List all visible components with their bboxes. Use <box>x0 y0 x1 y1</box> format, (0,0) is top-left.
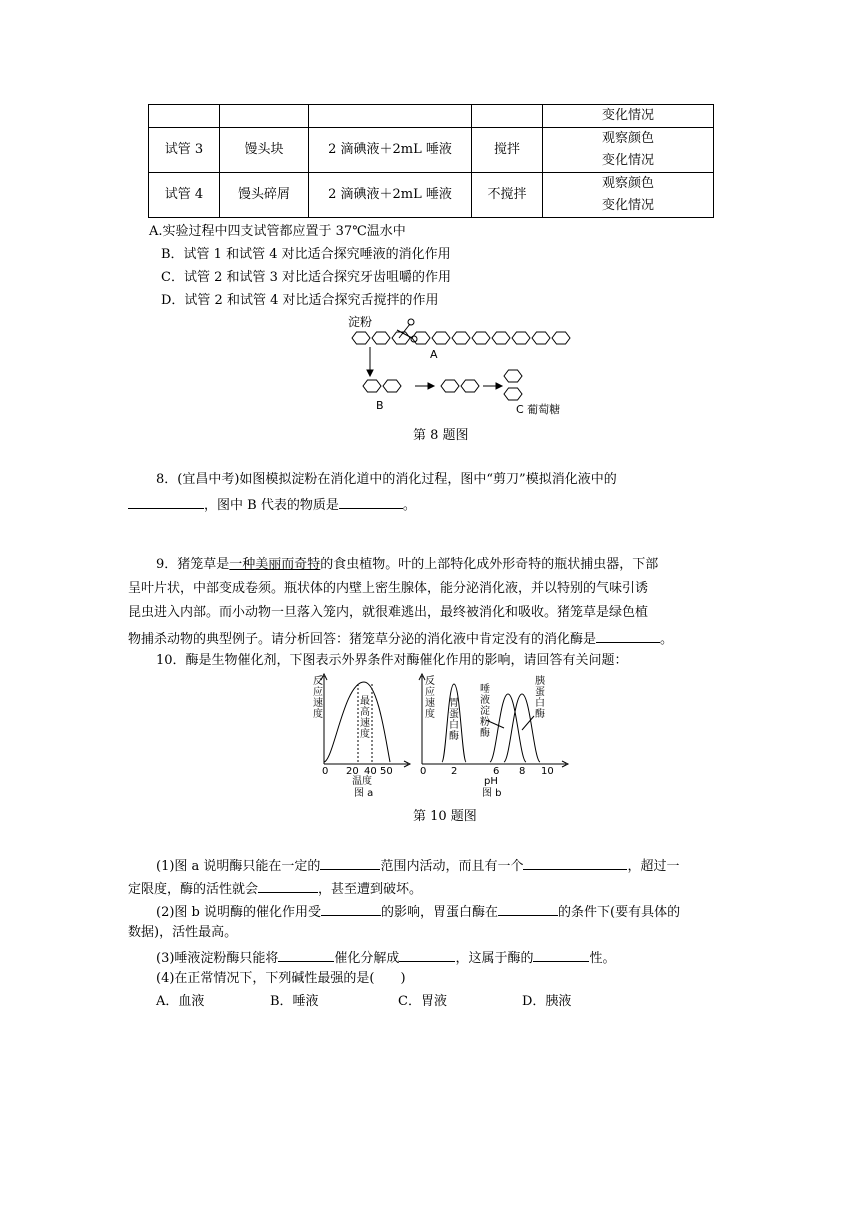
table-cell <box>149 105 220 128</box>
pepsin-label-char: 胃 <box>449 698 459 709</box>
table-row <box>149 173 714 218</box>
y-label-char: 速 <box>425 698 435 709</box>
x-tick: 2 <box>451 766 458 777</box>
sub-caption-a: 图 a <box>354 788 374 799</box>
table-row <box>149 128 714 173</box>
cell-line: 变化情况 <box>601 153 654 168</box>
q8-text: ，图中 B 代表的物质是 <box>204 498 339 513</box>
amylase-label-char: 粉 <box>480 717 490 728</box>
table-cell: 不搅拌 <box>472 173 543 218</box>
answer-blank <box>321 902 381 916</box>
table-cell: 馒头碎屑 <box>220 173 309 218</box>
y-label-char: 反 <box>313 676 323 687</box>
cell-line: 观察颜色 <box>601 131 654 146</box>
trypsin-label-char: 白 <box>535 698 545 709</box>
x-tick: 20 <box>346 766 359 777</box>
peak-label-char: 高 <box>360 707 370 718</box>
glucose-unit <box>383 380 401 392</box>
q10-text: (1)图 a 说明酶只能在一定的 <box>156 859 321 874</box>
table-cell <box>543 128 714 173</box>
pepsin-label-char: 蛋 <box>449 709 459 720</box>
glucose-unit <box>492 332 510 344</box>
pepsin-label-char: 白 <box>449 720 459 731</box>
q10-text: 定限度，酶的活性就会 <box>128 882 259 897</box>
x-tick: 50 <box>380 766 393 777</box>
q9-text: 。 <box>660 632 674 647</box>
q10-text: 的影响，胃蛋白酶在 <box>381 905 499 920</box>
glucose-unit <box>552 332 570 344</box>
table-cell <box>472 105 543 128</box>
option-d: D．试管 2 和试管 4 对比适合探究舌搅拌的作用 <box>161 293 439 308</box>
q10-text: 催化分解成 <box>334 951 400 966</box>
table-cell: 搅拌 <box>472 128 543 173</box>
q9-line2: 呈叶片状，中部变成卷须。瓶状体的内壁上密生腺体，能分泌消化液，并以特别的气味引诱 <box>128 581 649 596</box>
answer-blank <box>339 495 403 509</box>
answer-blank <box>533 948 589 962</box>
y-label-char: 度 <box>425 709 435 720</box>
q10-p1-line1 <box>156 856 679 875</box>
x-tick: 6 <box>493 766 500 777</box>
table-cell: 2 滴碘液＋2mL 唾液 <box>309 173 472 218</box>
q10-p2-line2: 数据)，活性最高。 <box>128 925 238 940</box>
answer-blank <box>498 902 558 916</box>
amylase-label-char: 液 <box>480 695 490 706</box>
answer-blank <box>258 879 318 893</box>
q10-p3 <box>156 948 615 967</box>
q9-line3: 昆虫进入内部。而小动物一旦落入笼内，就很难逃出，最终被消化和吸收。猪笼草是绿色植 <box>128 605 649 620</box>
q10-intro: 10．酶是生物催化剂，下图表示外界条件对酶催化作用的影响，请回答有关问题： <box>156 653 628 668</box>
option-a: A.实验过程中四支试管都应置于 37℃温水中 <box>149 224 406 239</box>
q9-line4 <box>128 629 673 648</box>
q10-text: (3)唾液淀粉酶只能将 <box>156 951 279 966</box>
y-label-char: 速 <box>313 698 323 709</box>
table-cell <box>309 105 472 128</box>
amylase-label-char: 唾 <box>480 684 490 695</box>
q9-text: 9．猪笼草是 <box>156 557 230 572</box>
y-label-char: 应 <box>425 687 435 698</box>
q10-p2-line1 <box>156 902 680 921</box>
glucose-unit <box>441 380 459 392</box>
q10-text: 的条件下(要有具体的 <box>558 905 681 920</box>
amylase-label-char: 酶 <box>480 728 490 739</box>
glucose-unit <box>352 332 370 344</box>
q10-opt-c: C．胃液 <box>398 994 447 1009</box>
label-b: B <box>376 399 384 412</box>
glucose-unit <box>512 332 530 344</box>
pepsin-label-char: 酶 <box>449 731 459 742</box>
q9-text: 物捕杀动物的典型例子。请分析回答：猪笼草分泌的消化液中肯定没有的消化酶是 <box>128 632 597 647</box>
trypsin-label-char: 酶 <box>535 709 545 720</box>
figure-10a-temperature-chart <box>310 672 410 799</box>
answer-blank <box>596 629 660 643</box>
q10-opt-d: D．胰液 <box>522 994 572 1009</box>
q10-opt-a: A．血液 <box>156 994 205 1009</box>
x-label: pH <box>484 776 498 787</box>
answer-blank <box>278 948 334 962</box>
q10-text: ，甚至遭到破坏。 <box>318 882 423 897</box>
option-b: B．试管 1 和试管 4 对比适合探究唾液的消化作用 <box>161 247 451 262</box>
peak-label-char: 速 <box>360 718 370 729</box>
answer-blank <box>523 856 627 870</box>
q9-line1 <box>156 557 658 573</box>
glucose-unit <box>432 332 450 344</box>
cell-line: 观察颜色 <box>601 176 654 191</box>
table-cell: 试管 4 <box>149 173 220 218</box>
label-a: A <box>430 348 438 361</box>
figure-8-starch-digestion <box>340 312 600 422</box>
x-label: 温度 <box>352 776 372 787</box>
y-label-char: 反 <box>425 676 435 687</box>
sub-caption-b: 图 b <box>482 788 502 799</box>
glucose-unit <box>472 332 490 344</box>
q8-text: 。 <box>402 498 416 513</box>
table-row <box>149 105 714 128</box>
trypsin-label-char: 胰 <box>535 676 545 687</box>
table-cell <box>220 105 309 128</box>
figure-8-caption: 第 8 题图 <box>413 428 469 443</box>
x-tick: 0 <box>420 766 427 777</box>
table-cell: 试管 3 <box>149 128 220 173</box>
table-cell: 馒头块 <box>220 128 309 173</box>
table-cell: 2 滴碘液＋2mL 唾液 <box>309 128 472 173</box>
x-tick: 10 <box>541 766 554 777</box>
glucose-unit <box>363 380 381 392</box>
q9-underlined: 一种美丽而奇特 <box>229 557 321 572</box>
table-cell: 变化情况 <box>543 105 714 128</box>
y-label-char: 应 <box>313 687 323 698</box>
glucose-unit <box>372 332 390 344</box>
option-c: C．试管 2 和试管 3 对比适合探究牙齿咀嚼的作用 <box>161 270 452 285</box>
glucose-unit <box>452 332 470 344</box>
answer-blank <box>128 495 204 509</box>
x-tick: 40 <box>364 766 377 777</box>
q8-line1: 8．(宜昌中考)如图模拟淀粉在消化道中的消化过程，图中“剪刀”模拟消化液中的 <box>156 472 617 487</box>
figure-10-caption: 第 10 题图 <box>413 809 477 824</box>
label-starch: 淀粉 <box>348 315 373 329</box>
x-tick: 0 <box>322 766 329 777</box>
glucose-unit <box>392 332 410 344</box>
figure-10b-ph-chart <box>418 672 568 799</box>
experiment-table <box>148 104 714 218</box>
q10-opt-b: B．唾液 <box>270 994 319 1009</box>
q10-text: ，超过一 <box>627 859 680 874</box>
glucose-unit <box>532 332 550 344</box>
glucose-unit <box>504 388 522 400</box>
label-c: C 葡萄糖 <box>516 403 561 416</box>
q10-text: 性。 <box>589 951 616 966</box>
x-tick: 8 <box>519 766 526 777</box>
scissors-icon <box>397 319 417 342</box>
q9-text: 的食虫植物。叶的上部特化成外形奇特的瓶状捕虫器，下部 <box>320 557 659 572</box>
peak-label-char: 度 <box>360 729 370 740</box>
peak-label-char: 最 <box>360 696 370 707</box>
q10-text: 范围内活动，而且有一个 <box>380 859 524 874</box>
trypsin-label-char: 蛋 <box>535 687 545 698</box>
q8-line2 <box>128 495 416 514</box>
q10-p4: (4)在正常情况下，下列碱性最强的是( ) <box>156 971 406 986</box>
q10-text: (2)图 b 说明酶的催化作用受 <box>156 905 322 920</box>
answer-blank <box>399 948 455 962</box>
cell-line: 变化情况 <box>601 198 654 213</box>
q10-p1-line2 <box>128 879 422 898</box>
q10-text: ，这属于酶的 <box>455 951 534 966</box>
glucose-unit <box>461 380 479 392</box>
answer-blank <box>320 856 380 870</box>
y-label-char: 度 <box>313 709 323 720</box>
table-cell <box>543 173 714 218</box>
glucose-unit <box>504 370 522 382</box>
amylase-label-char: 淀 <box>480 706 490 717</box>
